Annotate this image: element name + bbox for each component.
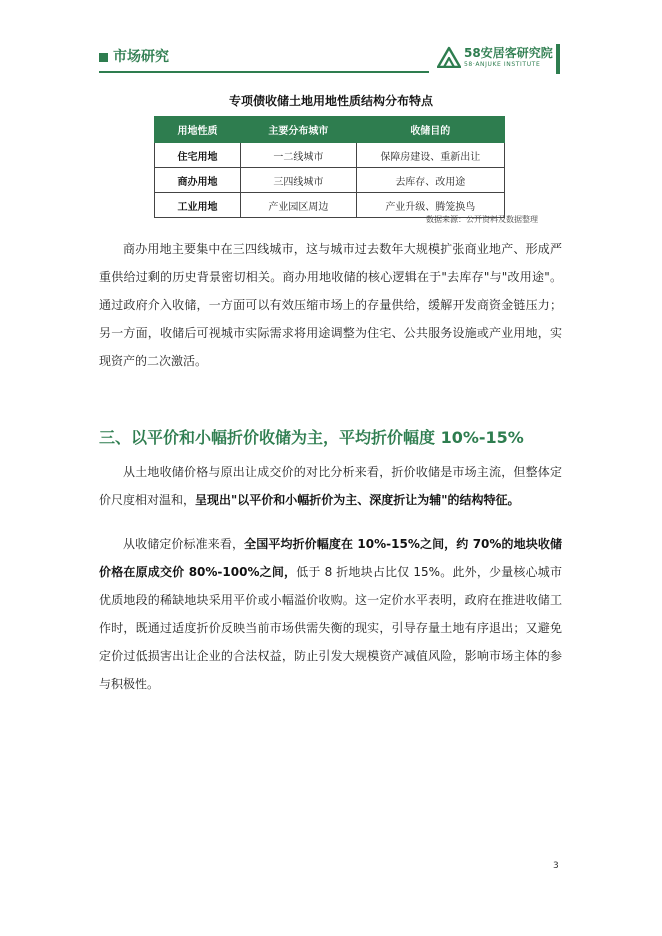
table-row — [155, 168, 505, 193]
land-use-table — [154, 116, 505, 218]
header-vertical-bar — [556, 44, 560, 74]
header-rule — [99, 71, 429, 73]
paragraph-emphasis: 呈现出"以平价和小幅折价为主、深度折让为辅"的结构特征。 — [195, 493, 520, 507]
table-title: 专项债收储土地用地性质结构分布特点 — [228, 94, 433, 108]
table-header-row — [155, 117, 505, 143]
cell-purpose: 保障房建设、重新出让 — [356, 143, 504, 168]
paragraph-text: 从收储定价标准来看， — [123, 537, 245, 551]
paragraph-text: 从土地收储价格与原出让成交价的对比分析来看，折价收储是市场主流，但整体定价尺度相对温和， — [99, 465, 562, 507]
header-section-label: 市场研究 — [113, 49, 169, 65]
column-header-cities: 主要分布城市 — [241, 117, 357, 143]
cell-land-type: 商办用地 — [155, 168, 241, 193]
column-header-land-type: 用地性质 — [155, 117, 241, 143]
paragraph-pricing-standard — [99, 530, 562, 698]
paragraph-commercial-land: 商办用地主要集中在三四线城市，这与城市过去数年大规模扩张商业地产、形成严重供给过剩的历史背景密切相关。商办用地收储的核心逻辑在于"去库存"与"改用途"。通过政府介入收储，一方面可以有效压缩市场上的存量供给，缓解开发商资金链压力；另一方面，收储后可视城市实际需求将用途调整为住宅、公共服务设施或产业用地，实现资产的二次激活。 — [99, 242, 562, 368]
paragraph-price-comparison — [99, 458, 562, 514]
cell-land-type: 工业用地 — [155, 193, 241, 218]
cell-land-type: 住宅用地 — [155, 143, 241, 168]
table-row — [155, 143, 505, 168]
logo-name: 58安居客研究院 — [464, 46, 553, 60]
institute-logo — [437, 44, 553, 74]
cell-purpose: 产业升级、腾笼换鸟 — [356, 193, 504, 218]
paragraph-emphasis: 全国平均折价幅度在 10%-15%之间，约 70%的地块收储价格在原成交价 80%-100%之间， — [99, 537, 562, 579]
column-header-purpose: 收储目的 — [356, 117, 504, 143]
section-heading: 三、以平价和小幅折价收储为主，平均折价幅度 10%-15% — [99, 428, 524, 447]
page-number: 3 — [553, 861, 559, 871]
cell-cities: 一二线城市 — [241, 143, 357, 168]
cell-purpose: 去库存、改用途 — [356, 168, 504, 193]
logo-roof-icon — [437, 46, 461, 68]
logo-subtitle: 58·ANJUKE INSTITUTE — [464, 61, 541, 68]
header-square-marker — [99, 53, 108, 62]
paragraph-text: 低于 8 折地块占比仅 15%。此外，少量核心城市优质地段的稀缺地块采用平价或小幅溢价收购。这一定价水平表明，政府在推进收储工作时，既通过适度折价反映当前市场供需失衡的现实，引导存量土地有序退出；又避免定价过低损害出让企业的合法权益，防止引发大规模资产减值风险，影响市场主体的参与积极性。 — [99, 565, 562, 691]
cell-cities: 产业园区周边 — [241, 193, 357, 218]
cell-cities: 三四线城市 — [241, 168, 357, 193]
table-source-note: 数据来源：公开资料及数据整理 — [426, 215, 538, 224]
table-row — [155, 193, 505, 218]
